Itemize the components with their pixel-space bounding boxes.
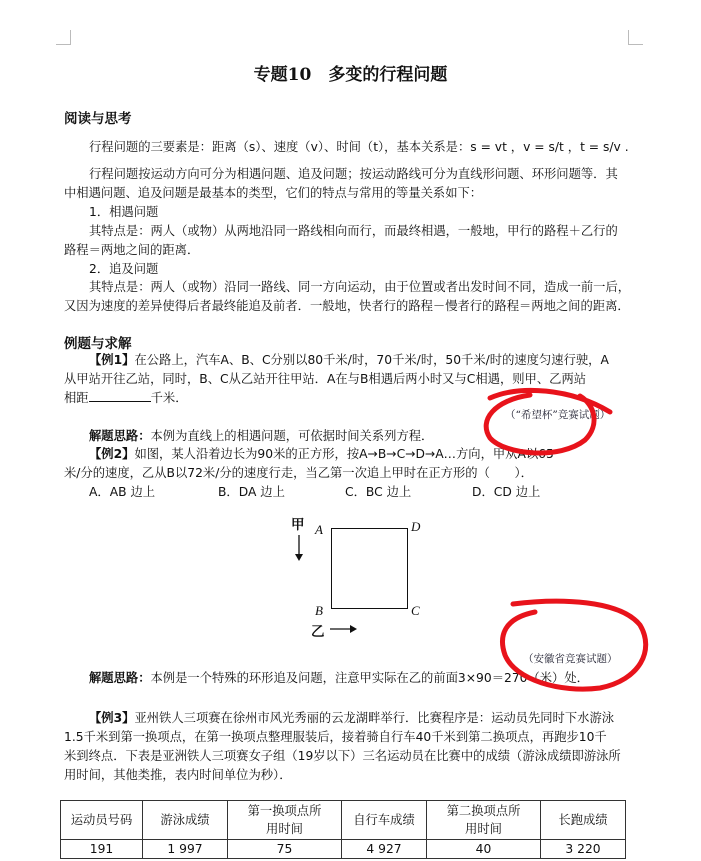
subheading: 1．相遇问题 [89,205,159,219]
header-cell: 自行车成绩 [342,801,427,840]
text: 千米． [150,391,188,405]
annotation-circle [503,601,646,689]
text: 如图，某人沿着边长为90米的正方形，按A→B→C→D→A…方向，甲从A以65 [134,447,554,461]
option-a: A．AB 边上 [89,485,156,499]
label: 解题思路： [89,429,151,443]
cell: 75 [228,840,342,859]
section-heading: 例题与求解 [64,336,132,352]
paragraph: 米/分的速度，乙从B以72米/分的速度行走，当乙第一次追上甲时在正方形的（ ）． [64,466,533,480]
header-cell: 第一换项点所用时间 [228,801,342,840]
paragraph: 中相遇问题、追及问题是最基本的类型，它们的特点与常用的等量关系如下： [64,186,483,200]
text: 亚州铁人三项赛在徐州市风光秀丽的云龙湖畔举行．比赛程序是：运动员先同时下水游泳 [134,711,615,725]
cell: 191 [61,840,143,859]
paragraph: 1.5千米到第一换项点，在第一换项点整理服装后，接着骑自行车40千米到第二换项点，再跑步10千 [64,730,607,744]
header-cell: 长跑成绩 [541,801,626,840]
source-note: （安徽省竞赛试题） [523,653,618,665]
option-c: C．BC 边上 [345,485,412,499]
paragraph: 用时间，其他类推，表内时间单位为秒）． [64,768,292,782]
cell: 4 927 [342,840,427,859]
label-jia: 甲 [291,517,305,533]
section-heading: 阅读与思考 [64,111,132,127]
cell: 3 220 [541,840,626,859]
paragraph: 其特点是：两人（或物）沿同一路线、同一方向运动，由于位置或者出发时间不同，造成一前一后， [89,280,631,294]
paragraph: 其特点是：两人（或物）从两地沿同一路线相向而行，而最终相遇，一般地，甲行的路程＋乙行的 [89,224,618,238]
text: 相距 [64,391,89,405]
label: 解题思路： [89,671,151,685]
paragraph: 行程问题按运动方向可分为相遇问题、追及问题；按运动路线可分为直线形问题、环形问题等．其 [89,167,618,181]
option-d: D．CD 边上 [472,485,541,499]
paragraph: 米到终点．下表是亚洲铁人三项赛女子组（19岁以下）三名运动员在比赛中的成绩（游泳成绩即游泳所 [64,749,621,763]
example-tag: 【例2】 [89,447,135,461]
paragraph: 路程＝两地之间的距离． [64,243,200,257]
vertex-c: C [411,603,420,618]
option-b: B．DA 边上 [218,485,285,499]
header-cell: 第二换项点所用时间 [427,801,541,840]
vertex-a: A [315,522,323,537]
header-cell: 运动员号码 [61,801,143,840]
paragraph: 从甲站开往乙站，同时，B、C从乙站开往甲站．A在与B相遇后两小时又与C相遇，则甲、乙两站 [64,372,587,386]
subheading: 2．追及问题 [89,262,159,276]
label-yi: 乙 [311,624,325,640]
text: 本例为直线上的相遇问题，可依据时间关系列方程． [150,429,434,443]
cell: 1 997 [143,840,228,859]
cell: 40 [427,840,541,859]
annotation-circle [486,390,610,453]
text: 在公路上，汽车A、B、C分别以80千米/时，70千米/时，50千米/时的速度匀速行驶，A [134,353,609,367]
text: 本例是一个特殊的环形追及问题，注意甲实际在乙的前面3×90＝270（米）处． [150,671,589,685]
example-tag: 【例1】 [89,353,135,367]
vertex-b: B [315,603,323,618]
vertex-d: D [411,519,421,534]
paragraph: 行程问题的三要素是：距离（s）、速度（v）、时间（t），基本关系是：s = vt ，v = s/t ，t = s/v . [89,140,629,154]
paragraph: 又因为速度的差异使得后者最终能追及前者．一般地，快者行的路程－慢者行的路程＝两地之间的距离． [64,299,630,313]
source-note: （“希望杯”竞赛试题） [505,409,611,421]
example-tag: 【例3】 [89,711,135,725]
page-title: 专题10 多变的行程问题 [253,65,448,85]
header-cell: 游泳成绩 [143,801,228,840]
